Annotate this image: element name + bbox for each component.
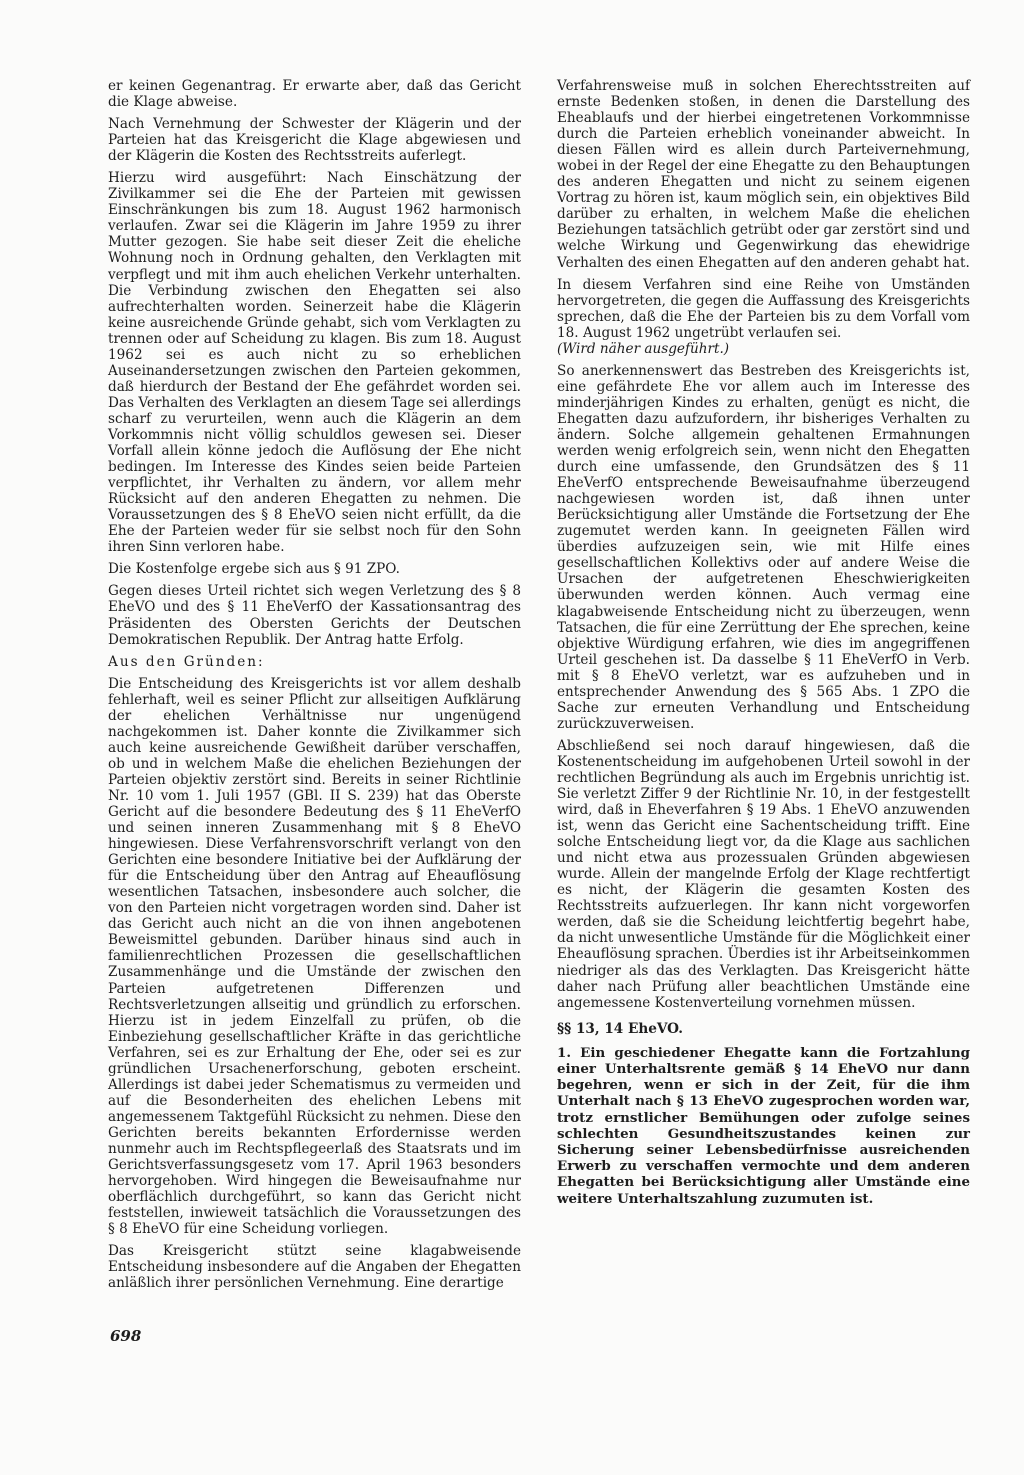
paragraph-lower-court-reasoning: Hierzu wird ausgeführt: Nach Einschätzung der Zivilkammer sei die Ehe der Parteien mit gewissen Einschränkungen bis zum 18. August 1962 harmonisch verlaufen. Zwar sei die Klägerin im Jahre 1959 zu ihrer Mutter gezogen. Sie habe seit dieser Zeit die eheliche Wohnung noch in Ordnung gehalten, den Verklagten mit verpflegt und mit ihm auch ehelichen Verkehr unterhalten. Die Verbindung zwischen den Ehegatten sei also aufrechterhalten worden. Seinerzeit habe die Klägerin keine ausreichende Gründe gehabt, sich vom Verklagten zu trennen oder auf Scheidung zu klagen. Bis zum 18. August 1962 sei es auch nicht zu so erheblichen Auseinandersetzungen zwischen den Parteien gekommen, daß hierdurch der Bestand der Ehe gefährdet worden sei. Das Verhalten des Verklagten an diesem Tage sei allerdings scharf zu verurteilen, wenn auch die Klägerin an dem Vorkommnis nicht völlig schuldlos gewesen sei. Dieser Vorfall allein könne jedoch die Auflösung der Ehe nicht bedingen. Im Interesse des Kindes seien beide Parteien verpflichtet, ihr Verhalten zu ändern, vor allem mehr Rücksicht auf den anderen Ehegatten zu nehmen. Die Voraussetzungen des § 8 EheVO seien nicht erfüllt, da die Ehe der Parteien weder für sie selbst noch für den Sohn ihren Sinn verloren habe. bbox=[108, 170, 521, 556]
statute-heading: §§ 13, 14 EheVO. bbox=[557, 1020, 683, 1037]
editorial-note: (Wird näher ausgeführt.) bbox=[557, 340, 730, 357]
headnote-1: 1. Ein geschiedener Ehegatte kann die Fortzahlung einer Unterhaltsrente gemäß § 14 EheVO nur dann begehren, wenn er sich in der Zeit, für die ihm Unterhalt nach § 13 EheVO zugesprochen worden war, trotz ernstlicher Bemühungen oder zufolge seines schlechten Gesundheitszustandes keinen zur Sicherung seiner Lebensbedürfnisse ausreichenden Erwerb zu verschaffen vermochte und dem anderen Ehegatten bei Berücksichtigung aller Umstände eine weitere Unterhaltszahlung zuzumuten ist. bbox=[557, 1044, 970, 1207]
paragraph-marriage-preservation: So anerkennenswert das Bestreben des Kreisgerichts ist, eine gefährdete Ehe vor allem auch im Interesse des minderjährigen Kindes zu erhalten, genügt es nicht, die Ehegatten dazu aufzufordern, ihr bisheriges Verhalten zu ändern. Solche allgemein gehaltenen Ermahnungen werden wenig erfolgreich sein, wenn nicht den Ehegatten durch eine umfassende, den Grundsätzen des § 11 EheVerfO entsprechende Beweisaufnahme überzeugend nachgewiesen worden ist, daß ihnen unter Berücksichtigung aller Umstände die Fortsetzung der Ehe zugemutet werden kann. In geeigneten Fällen wird überdies aufzuzeigen sein, wie mit Hilfe eines gesellschaftlichen Kollektivs oder auf andere Weise die Ursachen der aufgetretenen Eheschwierigkeiten überwunden werden können. Auch vermag eine klagabweisende Entscheidung nicht zu überzeugen, wenn Tatsachen, die für eine Zerrüttung der Ehe sprechen, keine objektive Würdigung erfahren, wie dies im angegriffenen Urteil geschehen ist. Da dasselbe § 11 EheVerfO in Verb. mit § 8 EheVO verletzt, war es aufzuheben und in entsprechender Anwendung des § 565 Abs. 1 ZPO die Sache zur erneuten Verhandlung und Entscheidung zurückzuverweisen. bbox=[557, 362, 970, 732]
paragraph-cost-decision: Abschließend sei noch darauf hingewiesen, daß die Kostenentscheidung im aufgehobenen Urteil sowohl in der rechtlichen Begründung als auch im Ergebnis unrichtig ist. Sie verletzt Ziffer 9 der Richtlinie Nr. 10, in der festgestellt wird, daß in Eheverfahren § 19 Abs. 1 EheVO anzuwenden ist, wenn das Gericht eine Sachentscheidung trifft. Eine solche Entscheidung liegt vor, da die Klage aus sachlichen und nicht etwa aus prozessualen Gründen abgewiesen wurde. Allein der mangelnde Erfolg der Klage rechtfertigt es nicht, der Klägerin die gesamten Kosten des Rechtsstreits aufzuerlegen. Ihr kann nicht vorgeworfen werden, daß sie die Scheidung leichtfertig begehrt habe, da nicht unwesentliche Umstände für die Möglichkeit einer Eheauflösung sprachen. Überdies ist ihr Arbeitseinkommen niedriger als das des Verklagten. Das Kreisgericht hätte daher nach Prüfung aller beachtlichen Umstände eine angemessene Kostenverteilung vornehmen müssen. bbox=[557, 737, 970, 1011]
paragraph-continuation: er keinen Gegenantrag. Er erwarte aber, daß das Gericht die Klage abweise. bbox=[108, 78, 521, 111]
paragraph-grounds-evidence: Das Kreisgericht stützt seine klagabweisende Entscheidung insbesondere auf die Angaben der Ehegatten anläßlich ihrer persönlichen Vernehmung. Eine derartige bbox=[108, 1243, 521, 1292]
page-number: 698 bbox=[110, 1327, 142, 1345]
paragraph-circumstances: In diesem Verfahren sind eine Reihe von Umständen hervorgetreten, die gegen die Auffassung des Kreisgerichts sprechen, daß die Ehe der Parteien bis zu dem Vorfall vom 18. August 1962 ungetrübt verlaufen sei. bbox=[557, 276, 970, 341]
section-heading-grounds: Aus den Gründen: bbox=[108, 653, 265, 670]
left-text-column bbox=[108, 78, 521, 1297]
paragraph-costs: Die Kostenfolge ergebe sich aus § 91 ZPO. bbox=[108, 561, 400, 578]
paragraph-procedure-concerns: Verfahrensweise muß in solchen Eherechtsstreiten auf ernste Bedenken stoßen, in denen die Darstellung des Eheablaufs und der hierbei eingetretenen Vorkommnisse durch die Parteien erheblich voneinander abweicht. In diesen Fällen wird es allein durch Parteivernehmung, wobei in der Regel der eine Ehegatte zu den Behauptungen des anderen Ehegatten und nicht zu seinem eigenen Vortrag zu hören ist, kaum möglich sein, ein objektives Bild darüber zu erhalten, in welchem Maße die ehelichen Beziehungen tatsächlich getrübt oder gar zerstört sind und welche Wirkung und Gegenwirkung das ehewidrige Verhalten des einen Ehegatten auf den anderen gehabt hat. bbox=[557, 78, 970, 271]
right-text-column bbox=[557, 78, 970, 1213]
paragraph-procedure: Nach Vernehmung der Schwester der Klägerin und der Parteien hat das Kreisgericht die Klage abgewiesen und der Klägerin die Kosten des Rechtsstreits auferlegt. bbox=[108, 116, 521, 165]
paragraph-cassation-motion: Gegen dieses Urteil richtet sich wegen Verletzung des § 8 EheVO und des § 11 EheVerfO der Kassationsantrag des Präsidenten des Obersten Gerichts der Deutschen Demokratischen Republik. Der Antrag hatte Erfolg. bbox=[108, 583, 521, 648]
paragraph-grounds-main: Die Entscheidung des Kreisgerichts ist vor allem deshalb fehlerhaft, weil es seiner Pflicht zur allseitigen Aufklärung der ehelichen Verhältnisse nur ungenügend nachgekommen ist. Daher konnte die Zivilkammer sich auch keine ausreichende Gewißheit darüber verschaffen, ob und in welchem Maße die ehelichen Beziehungen der Parteien objektiv zerstört sind. Bereits in seiner Richtlinie Nr. 10 vom 1. Juli 1957 (GBl. II S. 239) hat das Oberste Gericht auf die besondere Bedeutung des § 11 EheVerfO und seinen inneren Zusammenhang mit § 8 EheVO hingewiesen. Diese Verfahrensvorschrift verlangt von den Gerichten eine besondere Initiative bei der Aufklärung der für die Entscheidung über den Antrag auf Eheauflösung wesentlichen Tatsachen, insbesondere auch solcher, die von den Parteien nicht vorgetragen worden sind. Daher ist das Gericht auch nicht an die von ihnen angebotenen Beweismittel gebunden. Darüber hinaus sind auch in familienrechtlichen Prozessen die gesellschaftlichen Zusammenhänge und die Umstände der zwischen den Parteien aufgetretenen Differenzen und Rechtsverletzungen allseitig und gründlich zu erforschen. Hierzu ist in jedem Einzelfall zu prüfen, ob die Einbeziehung gesellschaftlicher Kräfte in das gerichtliche Verfahren, sei es zur Erhaltung der Ehe, oder sei es zur gründlichen Ursachenerforschung, geboten erscheint. Allerdings ist dabei jeder Schematismus zu vermeiden und auf die Besonderheiten des ehelichen Lebens mit angemessenem Taktgefühl Rücksicht zu nehmen. Diese den Gerichten bereits bekannten Erfordernisse werden nunmehr auch im Rechtspflegeerlaß des Staatsrats und im Gerichtsverfassungsgesetz vom 17. April 1963 besonders hervorgehoben. Wird hingegen die Beweisaufnahme nur oberflächlich durchgeführt, so kann das Gericht nicht feststellen, inwieweit tatsächlich die Voraussetzungen des § 8 EheVO für eine Scheidung vorliegen. bbox=[108, 675, 521, 1238]
